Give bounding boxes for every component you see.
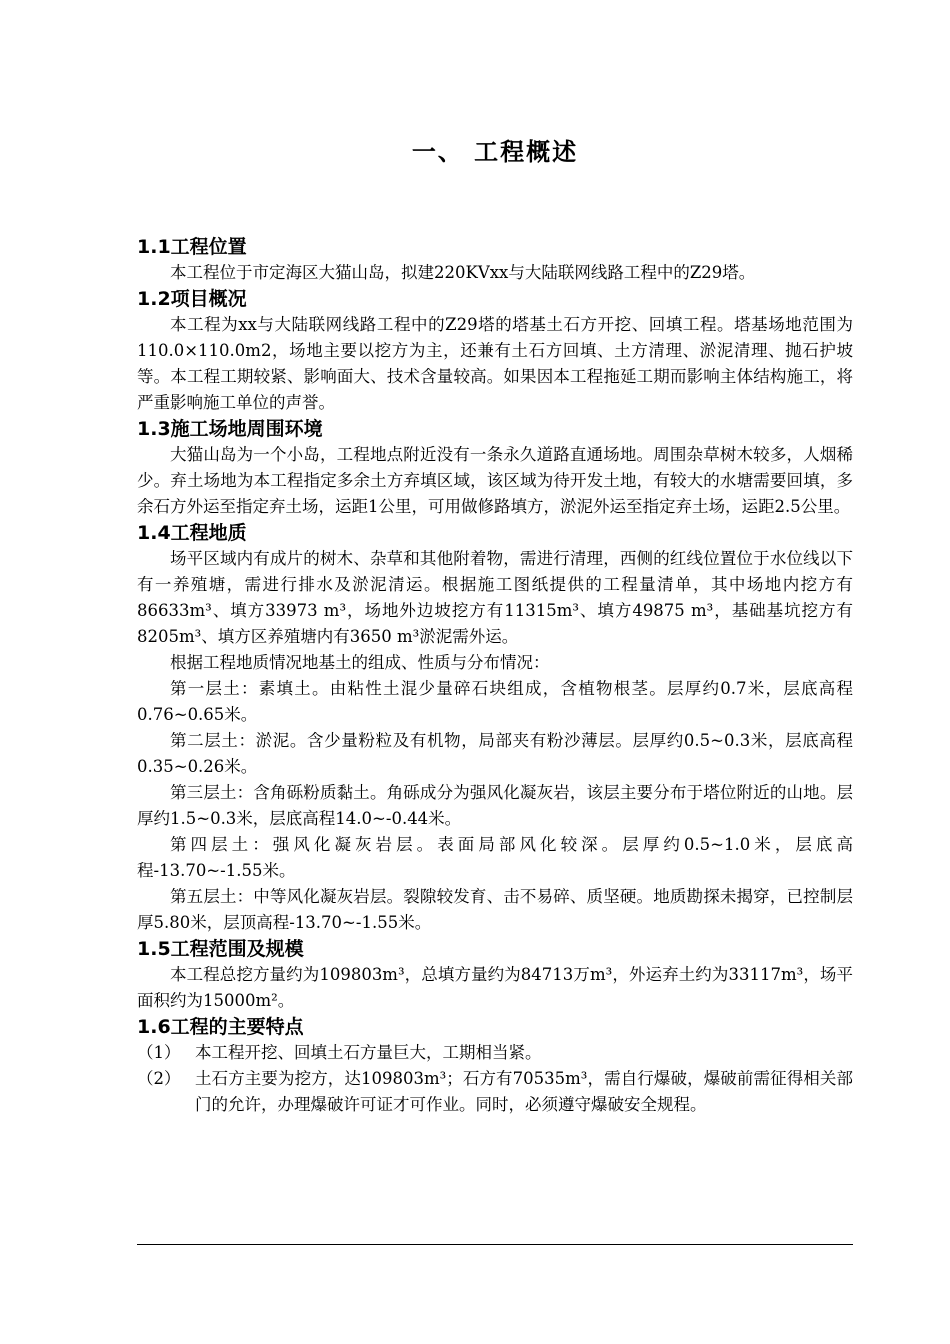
- section-heading-1-4: 1.4工程地质: [137, 522, 247, 544]
- section-heading-1-6: 1.6工程的主要特点: [137, 1016, 304, 1038]
- section-1-2-paragraph: 本工程为xx与大陆联网线路工程中的Z29塔的塔基土石方开挖、回填工程。塔基场地范围为110.0×110.0m2，场地主要以挖方为主，还兼有土石方回填、土方清理、淤泥清理、抛石护坡等。本工程工期较紧、影响面大、技术含量较高。如果因本工程拖延工期而影响主体结构施工，将严重影响施工单位的声誉。: [137, 315, 853, 412]
- section-heading-1-2: 1.2项目概况: [137, 288, 247, 310]
- section-1-4-paragraph: 根据工程地质情况地基土的组成、性质与分布情况：: [170, 653, 550, 672]
- soil-layer-1: 第一层土：素填土。由粘性土混少量碎石块组成，含植物根茎。层厚约0.7米，层底高程0.76~0.65米。: [137, 679, 853, 724]
- section-heading-1-3: 1.3施工场地周围环境: [137, 418, 323, 440]
- section-heading-1-5: 1.5工程范围及规模: [137, 938, 304, 960]
- document-body: [137, 234, 853, 1118]
- section-1-1-paragraph: 本工程位于市定海区大猫山岛，拟建220KVxx与大陆联网线路工程中的Z29塔。: [170, 263, 756, 282]
- list-item: [137, 1040, 853, 1066]
- list-item: [137, 1066, 853, 1118]
- section-1-5-paragraph: 本工程总挖方量约为109803m³，总填方量约为84713万m³，外运弃土约为33117m³，场平面积约为15000m²。: [137, 965, 853, 1010]
- list-item-number: （2）: [137, 1069, 181, 1088]
- section-1-3-paragraph: 大猫山岛为一个小岛，工程地点附近没有一条永久道路直通场地。周围杂草树木较多，人烟稀少。弃土场地为本工程指定多余土方弃填区域，该区域为待开发土地，有较大的水塘需要回填，多余石方外运至指定弃土场，运距1公里，可用做修路填方，淤泥外运至指定弃土场，运距2.5公里。: [137, 445, 853, 516]
- section-heading-1-1: 1.1工程位置: [137, 236, 247, 258]
- chapter-title: 一、 工程概述: [411, 138, 579, 166]
- soil-layer-3: 第三层土：含角砾粉质黏土。角砾成分为强风化凝灰岩，该层主要分布于塔位附近的山地。层厚约1.5~0.3米，层底高程14.0~-0.44米。: [137, 783, 853, 828]
- list-item-number: （1）: [137, 1043, 181, 1062]
- section-1-4-paragraph: 场平区域内有成片的树木、杂草和其他附着物，需进行清理，西侧的红线位置位于水位线以下有一养殖塘，需进行排水及淤泥清运。根据施工图纸提供的工程量清单，其中场地内挖方有86633m³、填方33973 m³，场地外边坡挖方有11315m³、填方49875 m³，基础基坑挖方有8205m³、填方区养殖塘内有3650 m³淤泥需外运。: [137, 549, 853, 646]
- footer-divider: [137, 1244, 853, 1245]
- list-item-text: 本工程开挖、回填土石方量巨大，工期相当紧。: [195, 1043, 542, 1062]
- list-item-text: 土石方主要为挖方，达109803m³；石方有70535m³，需自行爆破，爆破前需征得相关部门的允许，办理爆破许可证才可作业。同时，必须遵守爆破安全规程。: [195, 1069, 853, 1114]
- soil-layer-5: 第五层土：中等风化凝灰岩层。裂隙较发育、击不易碎、质坚硬。地质勘探未揭穿，已控制层厚5.80米，层顶高程-13.70~-1.55米。: [137, 887, 853, 932]
- soil-layer-4: 第四层土：强风化凝灰岩层。表面局部风化较深。层厚约0.5~1.0米，层底高程-13.70~-1.55米。: [137, 835, 853, 880]
- soil-layer-2: 第二层土：淤泥。含少量粉粒及有机物，局部夹有粉沙薄层。层厚约0.5~0.3米，层底高程0.35~0.26米。: [137, 731, 853, 776]
